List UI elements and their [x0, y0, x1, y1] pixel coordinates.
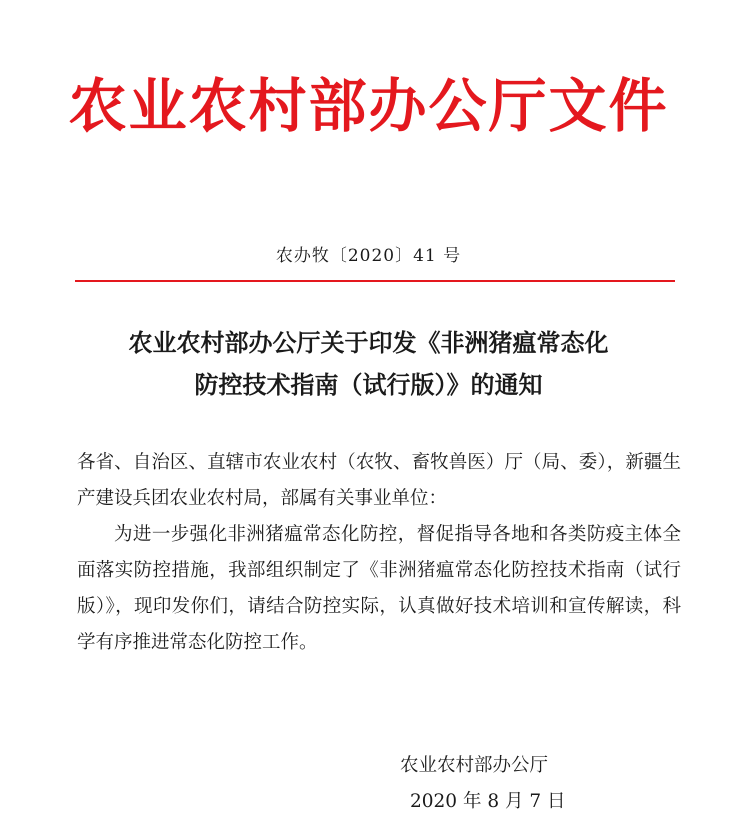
issuer-name: 农业农村部办公厅	[400, 755, 549, 776]
notice-title-line-2: 防控技术指南（试行版）》的通知	[194, 370, 543, 399]
document-number: 农办牧〔2020〕41 号	[275, 246, 462, 266]
body-paragraph: 为进一步强化非洲猪瘟常态化防控，督促指导各地和各类防疫主体全面落实防控措施，我部组织制定了《非洲猪瘟常态化防控技术指南（试行版）》，现印发你们，请结合防控实际，认真做好技术培训和宣传解读，科学有序推进常态化防控工作。	[77, 524, 681, 653]
red-divider-line	[75, 280, 675, 282]
signature-block	[400, 748, 640, 820]
salutation: 各省、自治区、直辖市农业农村（农牧、畜牧兽医）厅（局、委），新疆生产建设兵团农业农村局，部属有关事业单位：	[77, 452, 681, 509]
issue-date: 2020 年 8 月 7 日	[410, 791, 566, 812]
notice-title	[60, 322, 677, 406]
notice-body	[77, 445, 681, 661]
notice-title-line-1: 农业农村部办公厅关于印发《非洲猪瘟常态化	[128, 328, 609, 357]
document-masthead: 农业农村部办公厅文件	[68, 72, 669, 140]
